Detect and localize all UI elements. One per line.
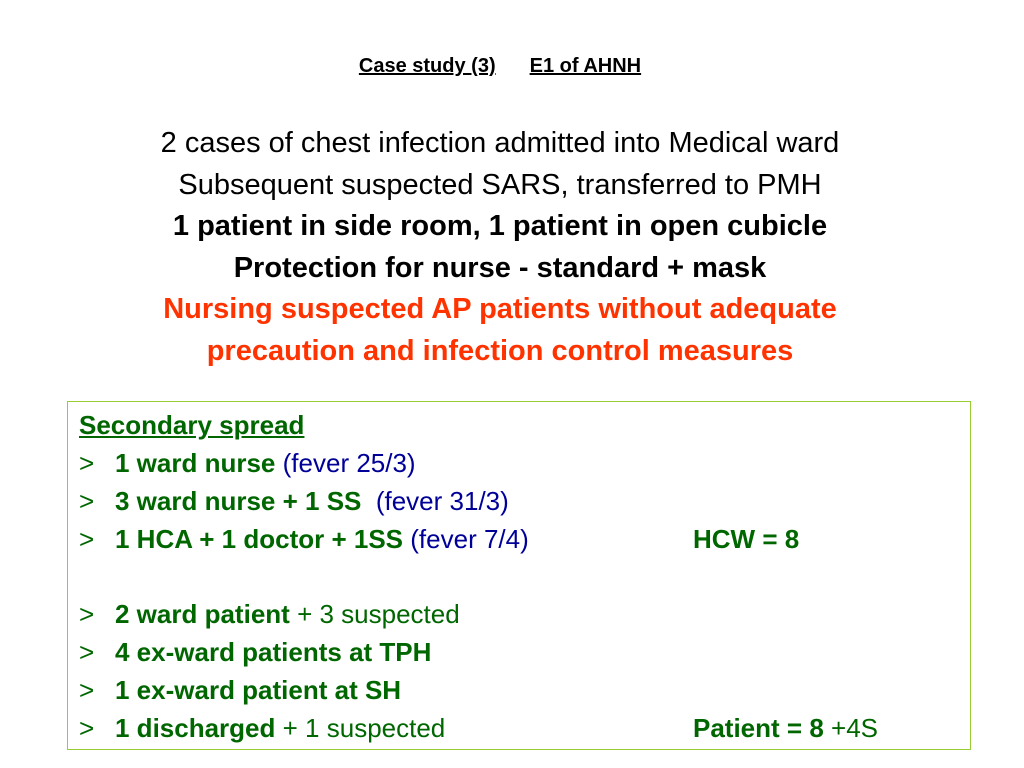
title-ward: E1 of AHNH <box>529 55 642 77</box>
spread-row <box>79 484 509 518</box>
title-case-study: Case study (3) <box>358 55 496 77</box>
intro-line-2: Subsequent suspected SARS, transferred to PMH <box>178 168 822 201</box>
row-extra: (fever 31/3) <box>375 486 509 516</box>
intro-line-5: Nursing suspected AP patients without adequate <box>163 293 837 325</box>
intro-line-6: precaution and infection control measures <box>206 334 794 367</box>
intro-line-4: Protection for nurse - standard + mask <box>233 251 767 284</box>
row-bold: 1 ward nurse <box>115 448 276 478</box>
spread-row <box>79 522 529 556</box>
row-extra: + 1 suspected <box>282 713 446 743</box>
bullet-arrow: > <box>79 448 95 478</box>
hcw-total-label: HCW = 8 <box>693 524 800 554</box>
row-extra: (fever 25/3) <box>282 448 416 478</box>
row-bold: 1 HCA + 1 doctor + 1SS <box>115 524 404 554</box>
spread-row <box>79 635 431 669</box>
intro-line-3: 1 patient in side room, 1 patient in open cubicle <box>172 210 828 242</box>
hcw-total <box>693 522 799 556</box>
bullet-arrow: > <box>79 675 95 705</box>
intro-text <box>0 123 1000 372</box>
row-bold: 3 ward nurse + 1 SS <box>115 486 362 516</box>
bullet-arrow: > <box>79 713 95 743</box>
spread-row <box>79 597 460 631</box>
spread-row <box>79 673 401 707</box>
patient-total-label: Patient = 8 <box>693 713 824 743</box>
row-bold: 1 discharged <box>115 713 276 743</box>
row-extra: + 3 suspected <box>297 599 460 629</box>
secondary-spread-heading: Secondary spread <box>79 410 305 440</box>
bullet-arrow: > <box>79 599 95 629</box>
row-bold: 2 ward patient <box>115 599 290 629</box>
row-bold: 4 ex-ward patients at TPH <box>115 637 432 667</box>
slide-title <box>0 54 1000 78</box>
spread-row <box>79 446 416 480</box>
bullet-arrow: > <box>79 486 95 516</box>
spread-row <box>79 711 445 745</box>
row-extra: (fever 7/4) <box>410 524 529 554</box>
patient-total <box>693 711 878 745</box>
bullet-arrow: > <box>79 637 95 667</box>
row-bold: 1 ex-ward patient at SH <box>115 675 402 705</box>
patient-total-extra: +4S <box>831 713 879 743</box>
bullet-arrow: > <box>79 524 95 554</box>
intro-line-1: 2 cases of chest infection admitted into Medical ward <box>160 127 840 159</box>
